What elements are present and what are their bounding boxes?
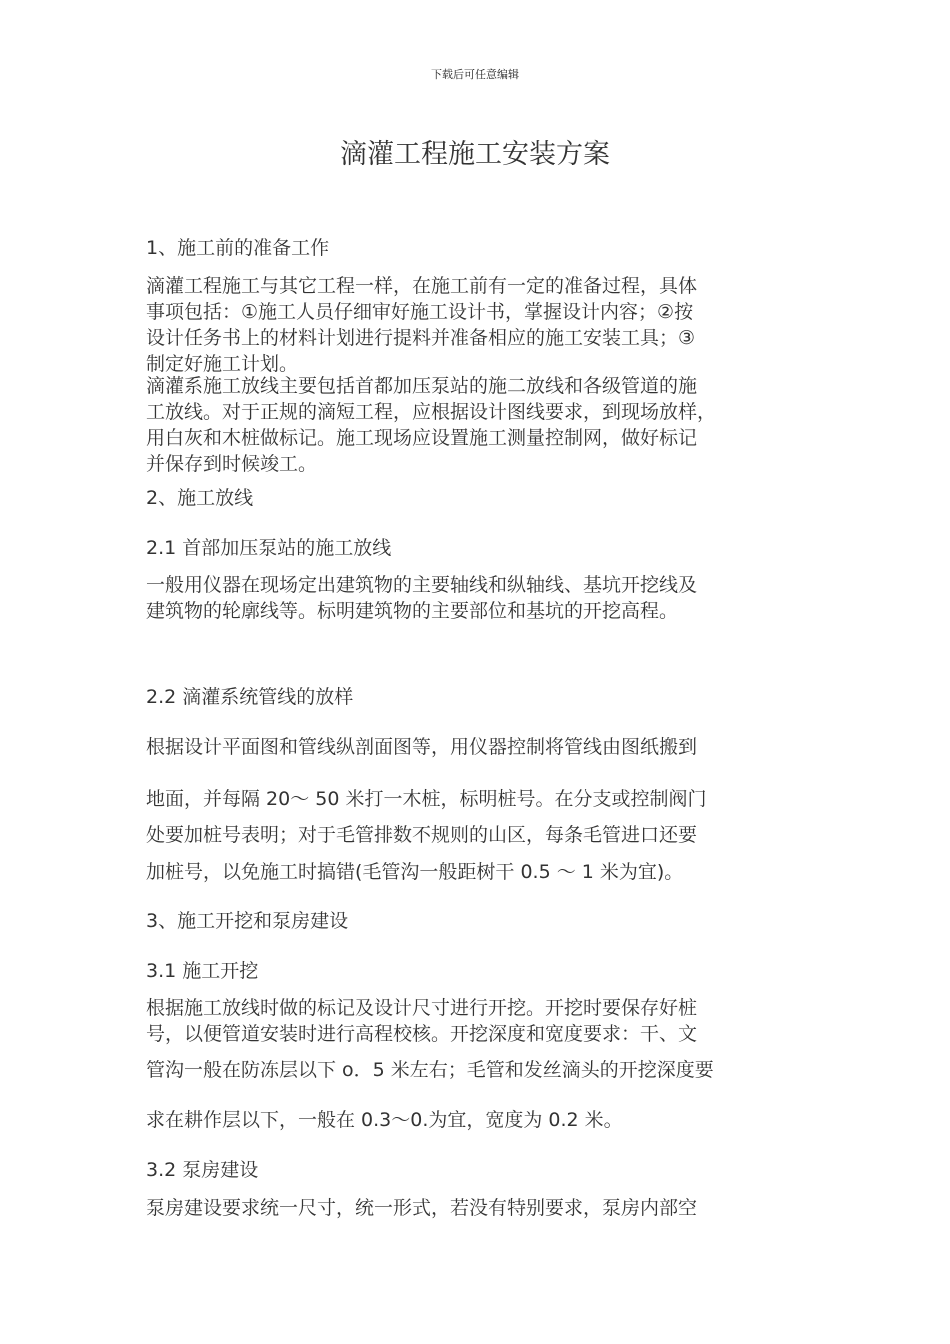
section-3-2-line-1: 泵房建设要求统一尺寸，统一形式，若没有特别要求，泵房内部空	[146, 1197, 698, 1219]
section-2-2-line-2: 地面，并每隔 20～ 50 米打一木桩，标明桩号。在分支或控制阀门	[146, 788, 707, 810]
section-1-paragraph-2: 滴灌系施工放线主要包括首都加压泵站的施二放线和各级管道的施 工放线。对于正规的滴短工程，应根据设计图线要求，到现场放样， 用白灰和木桩做标记。施工现场应设置施工测量控制网，做好标记 并保存到时候竣工。	[146, 375, 717, 475]
section-2-2-line-3: 处要加桩号表明；对于毛管排数不规则的山区，每条毛管进口还要	[146, 824, 698, 846]
section-2-2-line-4: 加桩号，以免施工时搞错(毛管沟一般距树干 0.5 ～ 1 米为宜)。	[146, 861, 684, 883]
section-2-2-heading: 2.2 滴灌系统管线的放样	[146, 686, 354, 708]
section-1-heading: 1、施工前的准备工作	[146, 237, 330, 259]
section-3-1-line-4: 求在耕作层以下，一般在 0.3～0.为宜，宽度为 0.2 米。	[146, 1109, 623, 1131]
section-2-1-paragraph: 一般用仪器在现场定出建筑物的主要轴线和纵轴线、基坑开挖线及 建筑物的轮廓线等。标明建筑物的主要部位和基坑的开挖高程。	[146, 574, 698, 622]
section-2-2-line-1: 根据设计平面图和管线纵剖面图等，用仪器控制将管线由图纸搬到	[146, 736, 698, 758]
section-3-2-heading: 3.2 泵房建设	[146, 1159, 259, 1181]
section-2-heading: 2、施工放线	[146, 487, 254, 509]
section-3-1-paragraph: 根据施工放线时做的标记及设计尺寸进行开挖。开挖时要保存好桩 号，以便管道安装时进行高程校核。开挖深度和宽度要求：干、文	[146, 997, 698, 1045]
document-title: 滴灌工程施工安装方案	[340, 139, 610, 170]
section-3-heading: 3、施工开挖和泵房建设	[146, 910, 349, 932]
section-3-1-heading: 3.1 施工开挖	[146, 960, 259, 982]
section-1-paragraph-1: 滴灌工程施工与其它工程一样，在施工前有一定的准备过程，具体 事项包括：①施工人员仔细审好施工设计书，掌握设计内容；②按 设计任务书上的材料计划进行提料并准备相应的施工安装工具；③ 制定好施工计划。	[146, 275, 698, 375]
section-3-1-line-3: 管沟一般在防冻层以下 o．5 米左右；毛管和发丝滴头的开挖深度要	[146, 1059, 714, 1081]
header-note: 下载后可任意编辑	[431, 68, 519, 81]
section-2-1-heading: 2.1 首部加压泵站的施工放线	[146, 537, 392, 559]
